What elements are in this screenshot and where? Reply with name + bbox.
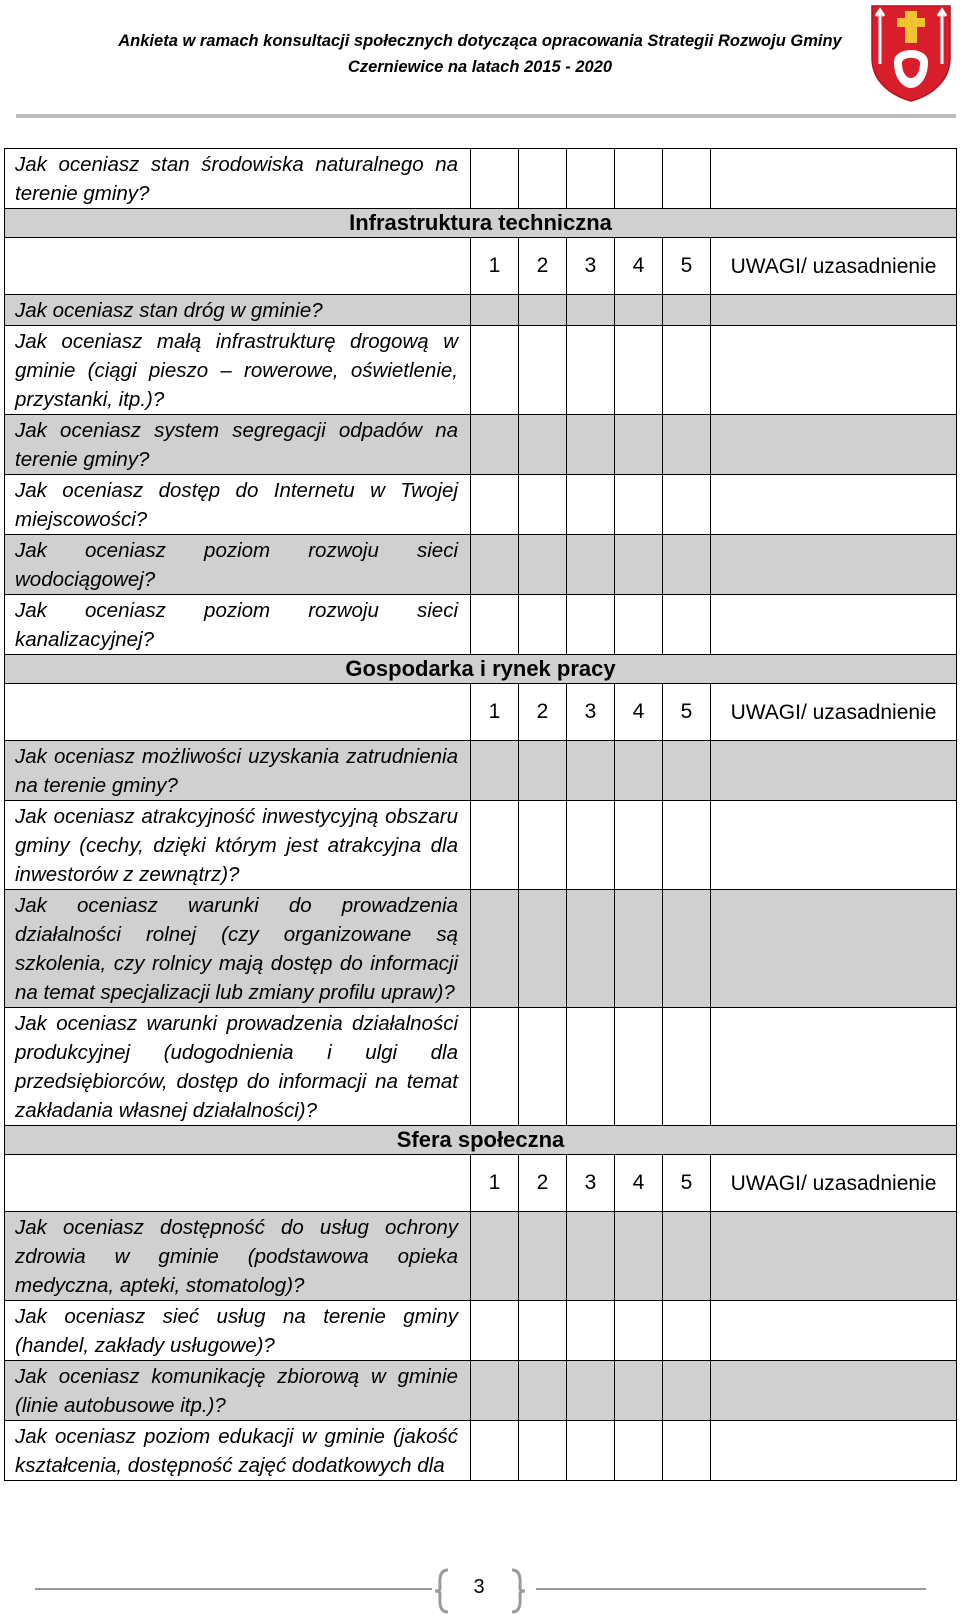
score-cell-2[interactable] [519, 535, 567, 595]
score-label-1: 1 [471, 684, 519, 741]
right-brace-icon [508, 1568, 528, 1614]
score-cell-2[interactable] [519, 595, 567, 655]
score-cell-5[interactable] [663, 1361, 711, 1421]
score-label-5: 5 [663, 684, 711, 741]
table-row [5, 1008, 957, 1126]
survey-table [4, 148, 957, 1481]
score-cell-2[interactable] [519, 149, 567, 209]
score-cell-5[interactable] [663, 1421, 711, 1481]
question-text: Jak oceniasz możliwości uzyskania zatrudnienia na terenie gminy? [5, 741, 471, 801]
table-row [5, 1361, 957, 1421]
section-row [5, 209, 957, 238]
question-text: Jak oceniasz stan dróg w gminie? [5, 295, 471, 326]
remarks-header: UWAGI/ uzasadnienie [711, 1155, 957, 1212]
score-cell-2[interactable] [519, 801, 567, 890]
score-cell-4[interactable] [615, 149, 663, 209]
score-cell-2[interactable] [519, 326, 567, 415]
score-header-row [5, 1155, 957, 1212]
remarks-header: UWAGI/ uzasadnienie [711, 238, 957, 295]
score-label-4: 4 [615, 238, 663, 295]
score-label-2: 2 [519, 238, 567, 295]
footer-divider-left [35, 1588, 432, 1590]
score-cell-3[interactable] [567, 149, 615, 209]
remarks-cell[interactable] [711, 415, 957, 475]
score-cell-1[interactable] [471, 535, 519, 595]
score-cell-3[interactable] [567, 475, 615, 535]
page-header [0, 0, 960, 118]
score-cell-2[interactable] [519, 475, 567, 535]
table-row [5, 475, 957, 535]
remarks-cell[interactable] [711, 595, 957, 655]
score-cell-4[interactable] [615, 1008, 663, 1126]
score-cell-5[interactable] [663, 295, 711, 326]
survey-title [60, 28, 900, 80]
score-cell-1[interactable] [471, 595, 519, 655]
score-cell-4[interactable] [615, 1361, 663, 1421]
score-label-5: 5 [663, 238, 711, 295]
score-cell-3[interactable] [567, 535, 615, 595]
score-cell-5[interactable] [663, 1301, 711, 1361]
score-label-4: 4 [615, 684, 663, 741]
section-title: Sfera społeczna [5, 1126, 957, 1155]
score-cell-1[interactable] [471, 149, 519, 209]
score-label-2: 2 [519, 1155, 567, 1212]
score-cell-2[interactable] [519, 890, 567, 1008]
header-blank-cell [5, 238, 471, 295]
score-cell-4[interactable] [615, 890, 663, 1008]
survey-title-line1: Ankieta w ramach konsultacji społecznych dotycząca opracowania Strategii Rozwoju Gminy [118, 32, 842, 50]
score-label-1: 1 [471, 238, 519, 295]
question-text: Jak oceniasz komunikację zbiorową w gminie (linie autobusowe itp.)? [5, 1361, 471, 1421]
score-cell-2[interactable] [519, 741, 567, 801]
score-cell-1[interactable] [471, 1361, 519, 1421]
score-label-5: 5 [663, 1155, 711, 1212]
score-cell-2[interactable] [519, 1421, 567, 1481]
score-cell-4[interactable] [615, 535, 663, 595]
footer-divider-right [536, 1588, 926, 1590]
table-row [5, 149, 957, 209]
question-text: Jak oceniasz poziom rozwoju sieci wodociągowej? [5, 535, 471, 595]
score-label-3: 3 [567, 684, 615, 741]
score-cell-1[interactable] [471, 475, 519, 535]
table-row [5, 1301, 957, 1361]
header-blank-cell [5, 684, 471, 741]
remarks-cell[interactable] [711, 295, 957, 326]
score-header-row [5, 684, 957, 741]
page-number: 3 [473, 1576, 485, 1598]
score-cell-1[interactable] [471, 415, 519, 475]
score-cell-1[interactable] [471, 801, 519, 890]
score-cell-3[interactable] [567, 1212, 615, 1301]
score-cell-2[interactable] [519, 1212, 567, 1301]
score-cell-4[interactable] [615, 595, 663, 655]
score-cell-3[interactable] [567, 801, 615, 890]
header-blank-cell [5, 1155, 471, 1212]
remarks-cell[interactable] [711, 475, 957, 535]
question-text: Jak oceniasz warunki do prowadzenia działalności rolnej (czy organizowane są szkolenia, czy rolnicy mają dostęp do informacji na temat specjalizacji lub zmiany profilu upraw)? [5, 890, 471, 1008]
score-cell-4[interactable] [615, 1421, 663, 1481]
score-label-3: 3 [567, 238, 615, 295]
score-cell-1[interactable] [471, 326, 519, 415]
remarks-cell[interactable] [711, 1301, 957, 1361]
question-text: Jak oceniasz poziom edukacji w gminie (jakość kształcenia, dostępność zajęć dodatkowych dla [5, 1421, 471, 1481]
score-cell-3[interactable] [567, 1008, 615, 1126]
remarks-cell[interactable] [711, 801, 957, 890]
question-text: Jak oceniasz atrakcyjność inwestycyjną obszaru gminy (cechy, dzięki którym jest atrakcyjna dla inwestorów z zewnątrz)? [5, 801, 471, 890]
score-cell-3[interactable] [567, 326, 615, 415]
table-row [5, 535, 957, 595]
score-cell-4[interactable] [615, 295, 663, 326]
question-text: Jak oceniasz małą infrastrukturę drogową w gminie (ciągi pieszo – rowerowe, oświetlenie, przystanki, itp.)? [5, 326, 471, 415]
score-cell-3[interactable] [567, 1301, 615, 1361]
table-row [5, 1421, 957, 1481]
question-text: Jak oceniasz warunki prowadzenia działalności produkcyjnej (udogodnienia i ulgi dla przedsiębiorców, dostęp do informacji na temat zakładania własnej działalności)? [5, 1008, 471, 1126]
table-row [5, 890, 957, 1008]
score-cell-5[interactable] [663, 1008, 711, 1126]
survey-title-line2: Czerniewice na latach 2015 - 2020 [347, 58, 613, 76]
remarks-cell[interactable] [711, 1361, 957, 1421]
score-cell-5[interactable] [663, 741, 711, 801]
score-cell-3[interactable] [567, 595, 615, 655]
page-footer [0, 1568, 960, 1615]
score-cell-4[interactable] [615, 475, 663, 535]
question-text: Jak oceniasz stan środowiska naturalnego na terenie gminy? [5, 149, 471, 209]
question-text: Jak oceniasz system segregacji odpadów na terenie gminy? [5, 415, 471, 475]
table-row [5, 415, 957, 475]
score-cell-5[interactable] [663, 801, 711, 890]
section-row [5, 655, 957, 684]
section-row [5, 1126, 957, 1155]
score-cell-3[interactable] [567, 1361, 615, 1421]
score-cell-4[interactable] [615, 1212, 663, 1301]
score-cell-1[interactable] [471, 295, 519, 326]
score-label-4: 4 [615, 1155, 663, 1212]
score-cell-3[interactable] [567, 295, 615, 326]
score-cell-2[interactable] [519, 1301, 567, 1361]
score-cell-5[interactable] [663, 326, 711, 415]
municipal-coat-of-arms-icon [866, 2, 956, 102]
remarks-cell[interactable] [711, 1421, 957, 1481]
score-cell-4[interactable] [615, 326, 663, 415]
score-cell-1[interactable] [471, 1212, 519, 1301]
score-label-2: 2 [519, 684, 567, 741]
score-cell-5[interactable] [663, 1212, 711, 1301]
score-cell-2[interactable] [519, 1361, 567, 1421]
score-cell-2[interactable] [519, 415, 567, 475]
remarks-cell[interactable] [711, 890, 957, 1008]
score-cell-3[interactable] [567, 890, 615, 1008]
score-cell-2[interactable] [519, 1008, 567, 1126]
question-text: Jak oceniasz sieć usług na terenie gminy (handel, zakłady usługowe)? [5, 1301, 471, 1361]
score-cell-3[interactable] [567, 1421, 615, 1481]
table-row [5, 595, 957, 655]
question-text: Jak oceniasz dostęp do Internetu w Twojej miejscowości? [5, 475, 471, 535]
remarks-cell[interactable] [711, 1212, 957, 1301]
score-cell-1[interactable] [471, 890, 519, 1008]
score-cell-1[interactable] [471, 1421, 519, 1481]
table-row [5, 741, 957, 801]
score-cell-1[interactable] [471, 1008, 519, 1126]
score-cell-5[interactable] [663, 415, 711, 475]
score-cell-3[interactable] [567, 415, 615, 475]
remarks-cell[interactable] [711, 741, 957, 801]
left-brace-icon [432, 1568, 452, 1614]
score-cell-4[interactable] [615, 1301, 663, 1361]
score-cell-1[interactable] [471, 1301, 519, 1361]
remarks-cell[interactable] [711, 535, 957, 595]
score-cell-4[interactable] [615, 801, 663, 890]
score-cell-5[interactable] [663, 595, 711, 655]
section-title: Gospodarka i rynek pracy [5, 655, 957, 684]
table-row [5, 1212, 957, 1301]
remarks-cell[interactable] [711, 1008, 957, 1126]
header-divider [16, 114, 956, 118]
score-label-3: 3 [567, 1155, 615, 1212]
score-cell-5[interactable] [663, 890, 711, 1008]
score-cell-1[interactable] [471, 741, 519, 801]
score-cell-4[interactable] [615, 415, 663, 475]
question-text: Jak oceniasz dostępność do usług ochrony zdrowia w gminie (podstawowa opieka medyczna, apteki, stomatolog)? [5, 1212, 471, 1301]
question-text: Jak oceniasz poziom rozwoju sieci kanalizacyjnej? [5, 595, 471, 655]
table-row [5, 326, 957, 415]
score-cell-2[interactable] [519, 295, 567, 326]
table-row [5, 801, 957, 890]
remarks-header: UWAGI/ uzasadnienie [711, 684, 957, 741]
score-cell-5[interactable] [663, 475, 711, 535]
remarks-cell[interactable] [711, 326, 957, 415]
section-title: Infrastruktura techniczna [5, 209, 957, 238]
table-row [5, 295, 957, 326]
score-cell-5[interactable] [663, 149, 711, 209]
score-cell-3[interactable] [567, 741, 615, 801]
score-cell-4[interactable] [615, 741, 663, 801]
score-header-row [5, 238, 957, 295]
score-cell-5[interactable] [663, 535, 711, 595]
score-label-1: 1 [471, 1155, 519, 1212]
remarks-cell[interactable] [711, 149, 957, 209]
